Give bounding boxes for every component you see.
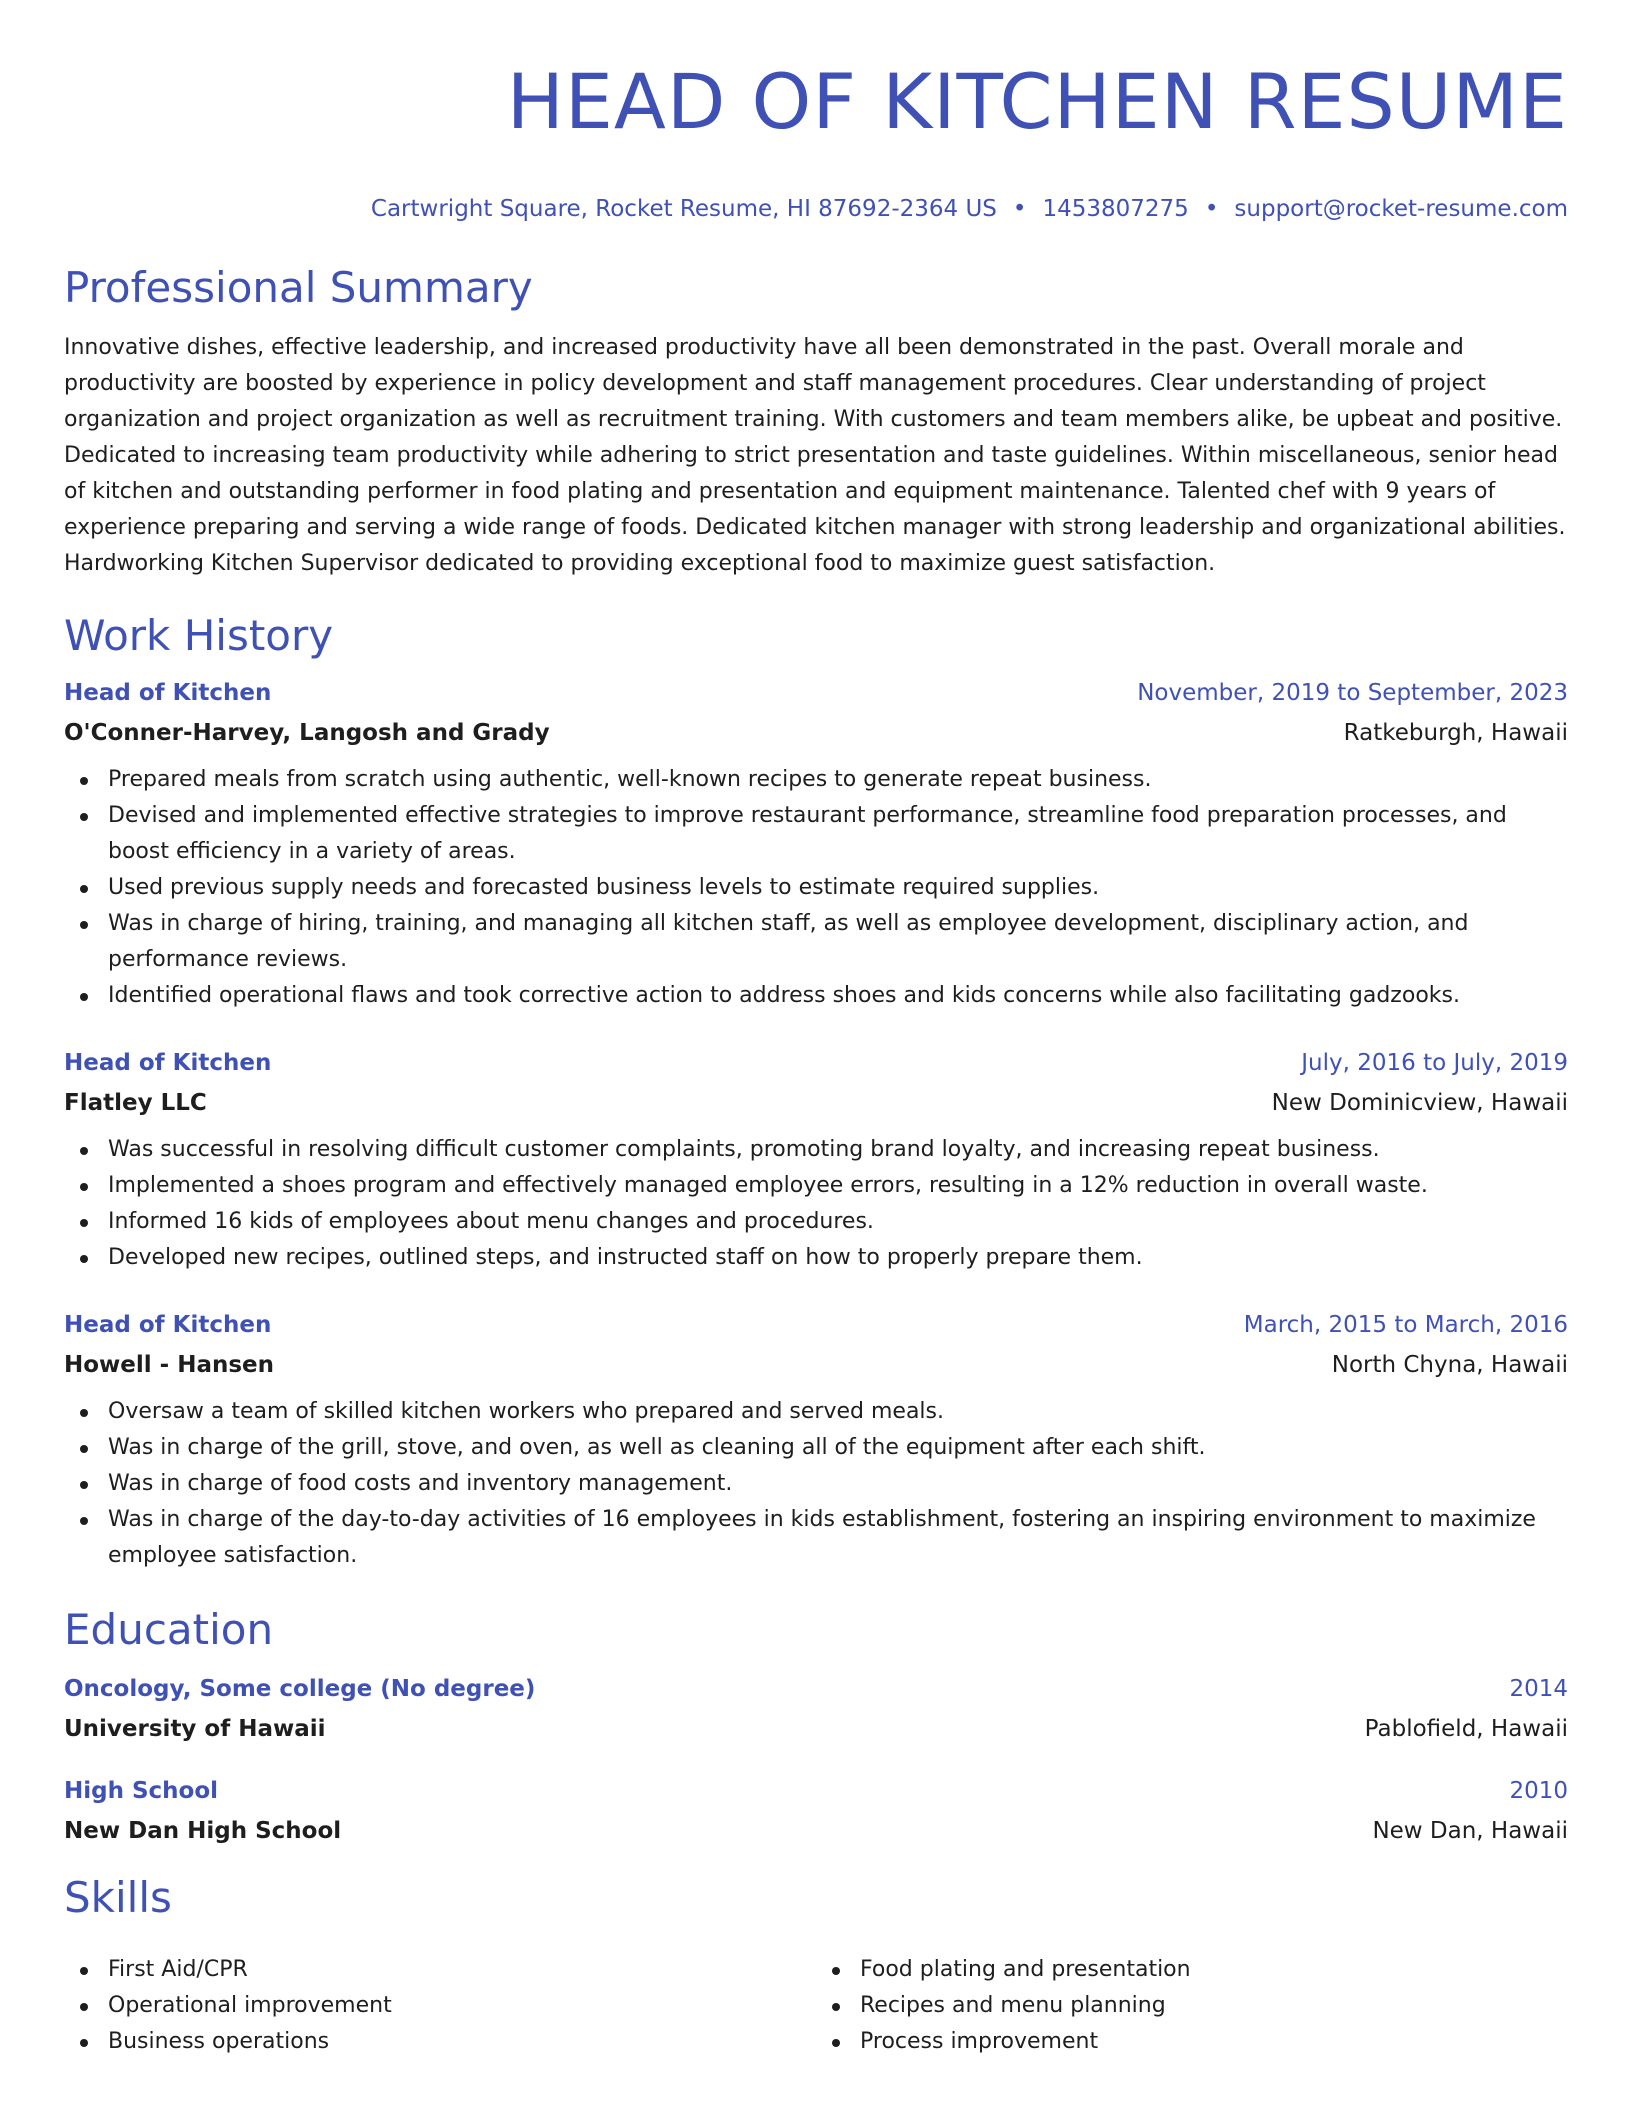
- job-bullets: [64, 1394, 1568, 1574]
- education-degree-row: [64, 1674, 1568, 1704]
- education-entry: [64, 1776, 1568, 1846]
- skills-column-left: [64, 1952, 816, 2060]
- education-year: 2010: [1509, 1778, 1568, 1804]
- list-item: Identified operational flaws and took corrective action to address shoes and kids concerns while also facilitating gadzooks.: [64, 978, 1568, 1014]
- skills-list: [64, 1938, 1568, 2060]
- list-item: Was successful in resolving difficult customer complaints, promoting brand loyalty, and increasing repeat business.: [64, 1132, 1568, 1168]
- job-company-row: [64, 718, 1568, 748]
- list-item: Developed new recipes, outlined steps, and instructed staff on how to properly prepare them.: [64, 1240, 1568, 1276]
- job-dates: July, 2016 to July, 2019: [1301, 1050, 1568, 1076]
- list-item: Was in charge of food costs and inventory management.: [64, 1466, 1568, 1502]
- education-school: University of Hawaii: [64, 1716, 326, 1742]
- work-history-heading: Work History: [64, 611, 334, 660]
- contact-line: [64, 194, 1568, 224]
- education-school: New Dan High School: [64, 1818, 342, 1844]
- job-dates: November, 2019 to September, 2023: [1137, 680, 1568, 706]
- education-degree-row: [64, 1776, 1568, 1806]
- job-location: New Dominicview, Hawaii: [1271, 1090, 1568, 1116]
- education-entry: [64, 1674, 1568, 1744]
- job-bullets: [64, 1132, 1568, 1276]
- job-title: Head of Kitchen: [64, 1050, 272, 1076]
- job-entry: [64, 1048, 1568, 1276]
- resume-header: [64, 0, 1568, 224]
- job-entry: [64, 1310, 1568, 1574]
- education-heading: Education: [64, 1605, 274, 1654]
- job-title-row: [64, 678, 1568, 708]
- education-degree: Oncology, Some college (No degree): [64, 1676, 536, 1702]
- job-company-row: [64, 1088, 1568, 1118]
- education-location: New Dan, Hawaii: [1372, 1818, 1568, 1844]
- skills-column-right: [816, 1952, 1568, 2060]
- list-item: Used previous supply needs and forecasted business levels to estimate required supplies.: [64, 870, 1568, 906]
- list-item: Recipes and menu planning: [816, 1988, 1568, 2024]
- job-title-row: [64, 1310, 1568, 1340]
- job-title: Head of Kitchen: [64, 680, 272, 706]
- job-company: Howell - Hansen: [64, 1352, 275, 1378]
- list-item: Prepared meals from scratch using authentic, well-known recipes to generate repeat business.: [64, 762, 1568, 798]
- list-item: Business operations: [64, 2024, 816, 2060]
- list-item: First Aid/CPR: [64, 1952, 816, 1988]
- education-year: 2014: [1509, 1676, 1568, 1702]
- list-item: Was in charge of the day-to-day activities of 16 employees in kids establishment, fostering an inspiring environment to maximize employee satisfaction.: [64, 1502, 1568, 1574]
- education-school-row: [64, 1714, 1568, 1744]
- list-item: Food plating and presentation: [816, 1952, 1568, 1988]
- job-company: O'Conner-Harvey, Langosh and Grady: [64, 720, 550, 746]
- contact-separator: •: [1204, 196, 1219, 222]
- list-item: Implemented a shoes program and effectively managed employee errors, resulting in a 12% reduction in overall waste.: [64, 1168, 1568, 1204]
- contact-email[interactable]: support@rocket-resume.com: [1234, 196, 1568, 222]
- contact-phone: 1453807275: [1042, 196, 1189, 222]
- job-title-row: [64, 1048, 1568, 1078]
- education-location: Pablofield, Hawaii: [1364, 1716, 1568, 1742]
- job-title: Head of Kitchen: [64, 1312, 272, 1338]
- list-item: Devised and implemented effective strategies to improve restaurant performance, streamline food preparation processes, and boost efficiency in a variety of areas.: [64, 798, 1568, 870]
- list-item: Operational improvement: [64, 1988, 816, 2024]
- job-location: Ratkeburgh, Hawaii: [1343, 720, 1568, 746]
- list-item: Was in charge of the grill, stove, and oven, as well as cleaning all of the equipment after each shift.: [64, 1430, 1568, 1466]
- job-bullets: [64, 762, 1568, 1014]
- education-degree: High School: [64, 1778, 219, 1804]
- job-dates: March, 2015 to March, 2016: [1243, 1312, 1568, 1338]
- job-location: North Chyna, Hawaii: [1331, 1352, 1568, 1378]
- list-item: Oversaw a team of skilled kitchen workers who prepared and served meals.: [64, 1394, 1568, 1430]
- summary-heading: Professional Summary: [64, 263, 533, 312]
- job-entry: [64, 678, 1568, 1014]
- education-school-row: [64, 1816, 1568, 1846]
- job-company: Flatley LLC: [64, 1090, 207, 1116]
- contact-separator: •: [1012, 196, 1027, 222]
- contact-address: Cartwright Square, Rocket Resume, HI 87692-2364 US: [370, 196, 997, 222]
- list-item: Process improvement: [816, 2024, 1568, 2060]
- resume-title: HEAD OF KITCHEN RESUME: [506, 57, 1568, 146]
- job-company-row: [64, 1350, 1568, 1380]
- summary-text: Innovative dishes, effective leadership, and increased productivity have all been demonstrated in the past. Overall morale and productivity are boosted by experience in policy development and staff management procedures. Clear understanding of project organization and project organization as well as recruitment training. With customers and team members alike, be upbeat and positive. Dedicated to increasing team productivity while adhering to strict presentation and taste guidelines. Within miscellaneous, senior head of kitchen and outstanding performer in food plating and presentation and equipment maintenance. Talented chef with 9 years of experience preparing and serving a wide range of foods. Dedicated kitchen manager with strong leadership and organizational abilities. Hardworking Kitchen Supervisor dedicated to providing exceptional food to maximize guest satisfaction.: [64, 335, 1566, 576]
- list-item: Was in charge of hiring, training, and managing all kitchen staff, as well as employee development, disciplinary action, and performance reviews.: [64, 906, 1568, 978]
- skills-heading: Skills: [64, 1873, 172, 1922]
- list-item: Informed 16 kids of employees about menu changes and procedures.: [64, 1204, 1568, 1240]
